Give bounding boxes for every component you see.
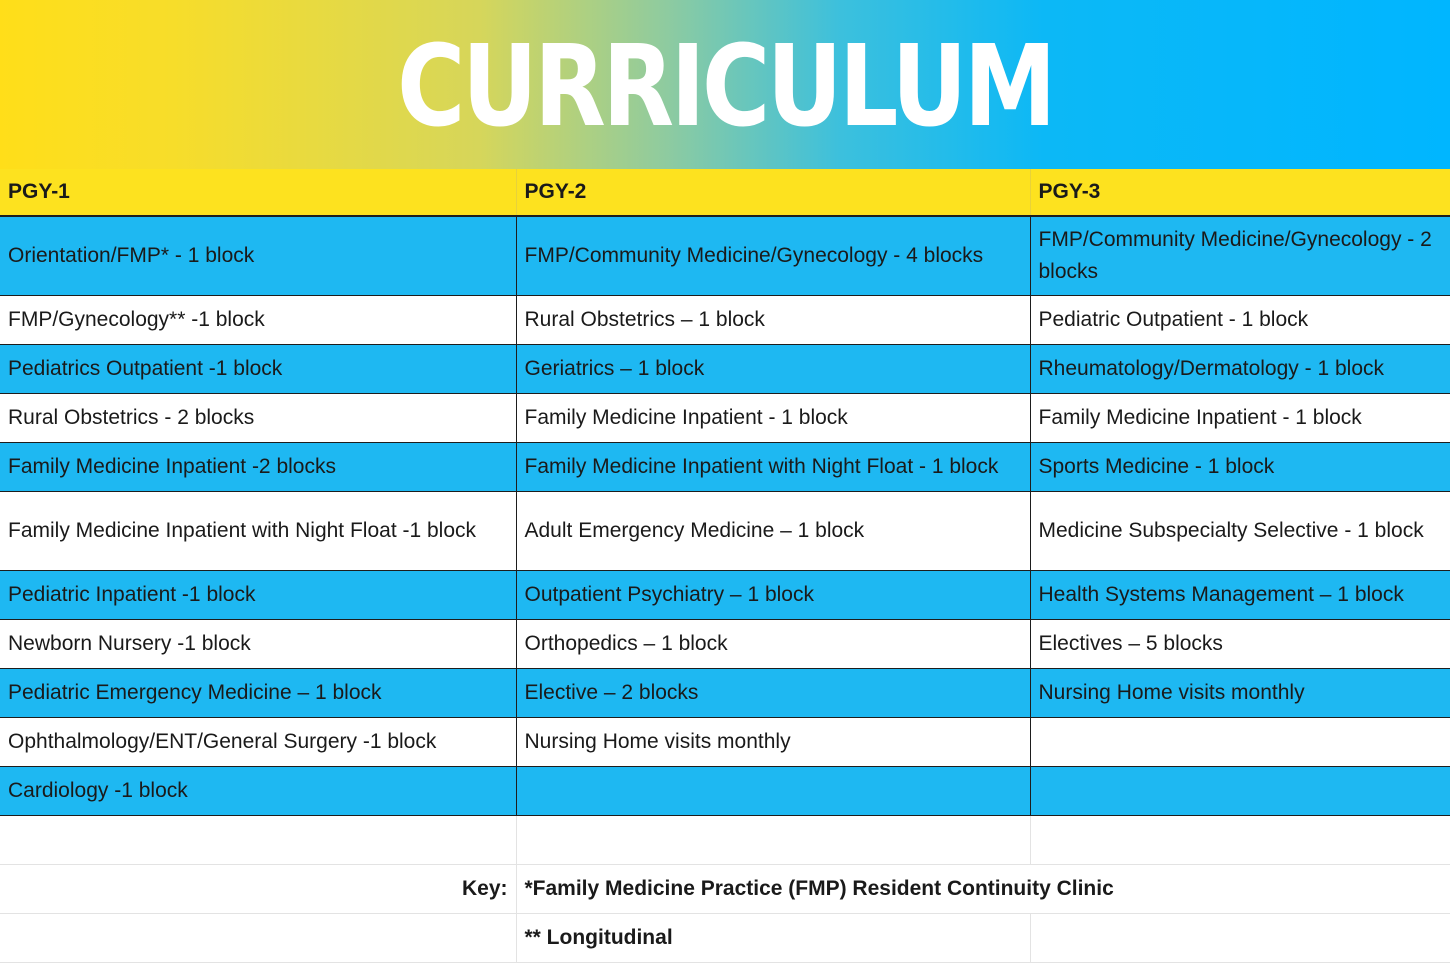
table-cell: Orientation/FMP* - 1 block — [0, 216, 516, 296]
table-cell: Rural Obstetrics – 1 block — [516, 296, 1030, 345]
column-header-pgy2: PGY-2 — [516, 169, 1030, 216]
table-cell: Family Medicine Inpatient with Night Float -1 block — [0, 492, 516, 571]
column-header-pgy1: PGY-1 — [0, 169, 516, 216]
key-label: Key: — [0, 865, 516, 914]
table-cell: FMP/Community Medicine/Gynecology - 4 blocks — [516, 216, 1030, 296]
table-cell: Pediatric Outpatient - 1 block — [1030, 296, 1450, 345]
key-row — [0, 865, 1450, 914]
header-row — [0, 169, 1450, 216]
table-cell: Health Systems Management – 1 block — [1030, 571, 1450, 620]
table-cell: Pediatrics Outpatient -1 block — [0, 345, 516, 394]
column-header-pgy3: PGY-3 — [1030, 169, 1450, 216]
key-longitudinal-definition: ** Longitudinal — [516, 914, 1030, 963]
empty-cell — [1030, 914, 1450, 963]
key-row — [0, 914, 1450, 963]
empty-cell — [0, 816, 516, 865]
table-cell: Rural Obstetrics - 2 blocks — [0, 394, 516, 443]
table-cell: Medicine Subspecialty Selective - 1 block — [1030, 492, 1450, 571]
table-cell: Elective – 2 blocks — [516, 669, 1030, 718]
curriculum-banner — [0, 0, 1450, 169]
table-row — [0, 669, 1450, 718]
table-cell: Sports Medicine - 1 block — [1030, 443, 1450, 492]
key-fmp-definition: *Family Medicine Practice (FMP) Resident Continuity Clinic — [516, 865, 1450, 914]
table-cell: Ophthalmology/ENT/General Surgery -1 block — [0, 718, 516, 767]
table-cell: Electives – 5 blocks — [1030, 620, 1450, 669]
spacer-row — [0, 816, 1450, 865]
table-row — [0, 620, 1450, 669]
table-cell: Family Medicine Inpatient - 1 block — [1030, 394, 1450, 443]
empty-cell — [0, 914, 516, 963]
table-cell: FMP/Community Medicine/Gynecology - 2 blocks — [1030, 216, 1450, 296]
empty-cell — [516, 816, 1030, 865]
table-cell: Rheumatology/Dermatology - 1 block — [1030, 345, 1450, 394]
table-row — [0, 216, 1450, 296]
table-row — [0, 571, 1450, 620]
empty-cell — [1030, 816, 1450, 865]
curriculum-table — [0, 169, 1450, 963]
table-cell: Nursing Home visits monthly — [516, 718, 1030, 767]
table-cell — [1030, 718, 1450, 767]
table-cell — [516, 767, 1030, 816]
table-cell: Family Medicine Inpatient - 1 block — [516, 394, 1030, 443]
table-cell: Cardiology -1 block — [0, 767, 516, 816]
table-cell: FMP/Gynecology** -1 block — [0, 296, 516, 345]
table-cell: Pediatric Inpatient -1 block — [0, 571, 516, 620]
table-cell: Orthopedics – 1 block — [516, 620, 1030, 669]
table-cell: Family Medicine Inpatient with Night Float - 1 block — [516, 443, 1030, 492]
table-cell — [1030, 767, 1450, 816]
page-title: CURRICULUM — [397, 21, 1053, 152]
table-row — [0, 718, 1450, 767]
table-cell: Nursing Home visits monthly — [1030, 669, 1450, 718]
table-cell: Newborn Nursery -1 block — [0, 620, 516, 669]
table-row — [0, 767, 1450, 816]
table-cell: Geriatrics – 1 block — [516, 345, 1030, 394]
table-cell: Family Medicine Inpatient -2 blocks — [0, 443, 516, 492]
table-row — [0, 443, 1450, 492]
table-row — [0, 492, 1450, 571]
table-row — [0, 394, 1450, 443]
table-cell: Outpatient Psychiatry – 1 block — [516, 571, 1030, 620]
table-cell: Pediatric Emergency Medicine – 1 block — [0, 669, 516, 718]
table-row — [0, 345, 1450, 394]
table-row — [0, 296, 1450, 345]
table-cell: Adult Emergency Medicine – 1 block — [516, 492, 1030, 571]
